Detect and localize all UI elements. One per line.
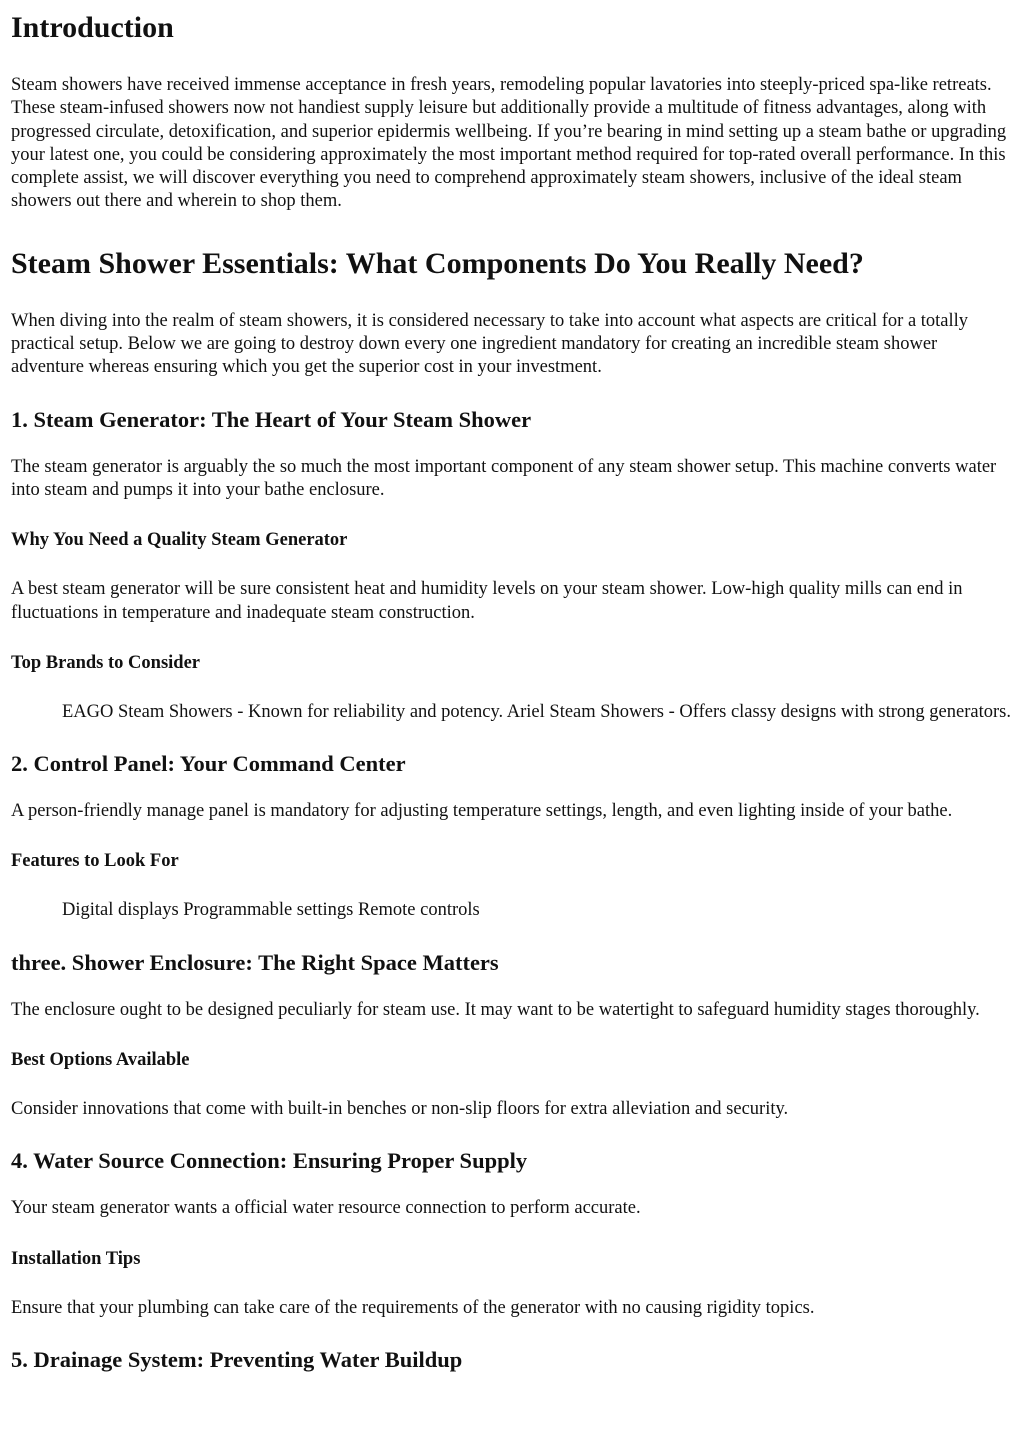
top-brands-list: EAGO Steam Showers - Known for reliability and potency. Ariel Steam Showers - Offers classy designs with strong generators.	[62, 701, 1011, 722]
top-brands-heading: Top Brands to Consider	[11, 652, 200, 673]
generator-quality-heading: Why You Need a Quality Steam Generator	[11, 530, 348, 551]
essentials-heading: Steam Shower Essentials: What Components Do You Really Need?	[11, 246, 864, 280]
generator-quality-paragraph: A best steam generator will be sure consistent heat and humidity levels on your steam shower. Low-high quality mills can end in fluctuations in temperature and inadequate steam construction.	[11, 579, 963, 623]
article	[0, 10, 1024, 1374]
water-source-heading: 4. Water Source Connection: Ensuring Proper Supply	[11, 1148, 528, 1174]
installation-tips-heading: Installation Tips	[11, 1248, 141, 1269]
features-heading: Features to Look For	[11, 851, 179, 872]
intro-paragraph: Steam showers have received immense acceptance in fresh years, remodeling popular lavatories into steeply-priced spa-like retreats. These steam-infused showers now not handiest supply leisure but additionally provide a multitude of fitness advantages, along with progressed circulate, detoxification, and superior epidermis wellbeing. If you’re bearing in mind setting up a steam bathe or upgrading your latest one, you could be considering approximately the most important method required for top-rated overall performance. In this complete assist, we will discover everything you need to comprehend approximately steam showers, inclusive of the ideal steam showers out there and wherein to shop them.	[11, 75, 1007, 212]
water-source-paragraph: Your steam generator wants a official water resource connection to perform accurate.	[11, 1198, 641, 1219]
installation-tips-paragraph: Ensure that your plumbing can take care of the requirements of the generator with no causing rigidity topics.	[11, 1297, 815, 1318]
control-panel-paragraph: A person-friendly manage panel is mandatory for adjusting temperature settings, length, and even lighting inside of your bathe.	[11, 801, 953, 822]
generator-heading: 1. Steam Generator: The Heart of Your Steam Shower	[11, 406, 532, 432]
best-options-paragraph: Consider innovations that come with built-in benches or non-slip floors for extra alleviation and security.	[11, 1099, 789, 1120]
drainage-heading: 5. Drainage System: Preventing Water Buildup	[11, 1346, 463, 1372]
essentials-paragraph: When diving into the realm of steam showers, it is considered necessary to take into account what aspects are critical for a totally practical setup. Below we are going to destroy down every one ingredient mandatory for creating an incredible steam shower adventure whereas ensuring which you get the superior cost in your investment.	[11, 310, 969, 378]
enclosure-paragraph: The enclosure ought to be designed peculiarly for steam use. It may want to be watertight to safeguard humidity stages thoroughly.	[11, 999, 980, 1020]
best-options-heading: Best Options Available	[11, 1050, 190, 1071]
features-list: Digital displays Programmable settings Remote controls	[62, 900, 480, 921]
intro-heading: Introduction	[11, 11, 174, 44]
control-panel-heading: 2. Control Panel: Your Command Center	[11, 751, 406, 777]
enclosure-heading: three. Shower Enclosure: The Right Space Matters	[11, 949, 499, 975]
generator-paragraph: The steam generator is arguably the so much the most important component of any steam shower setup. This machine converts water into steam and pumps it into your bathe enclosure.	[11, 456, 997, 500]
